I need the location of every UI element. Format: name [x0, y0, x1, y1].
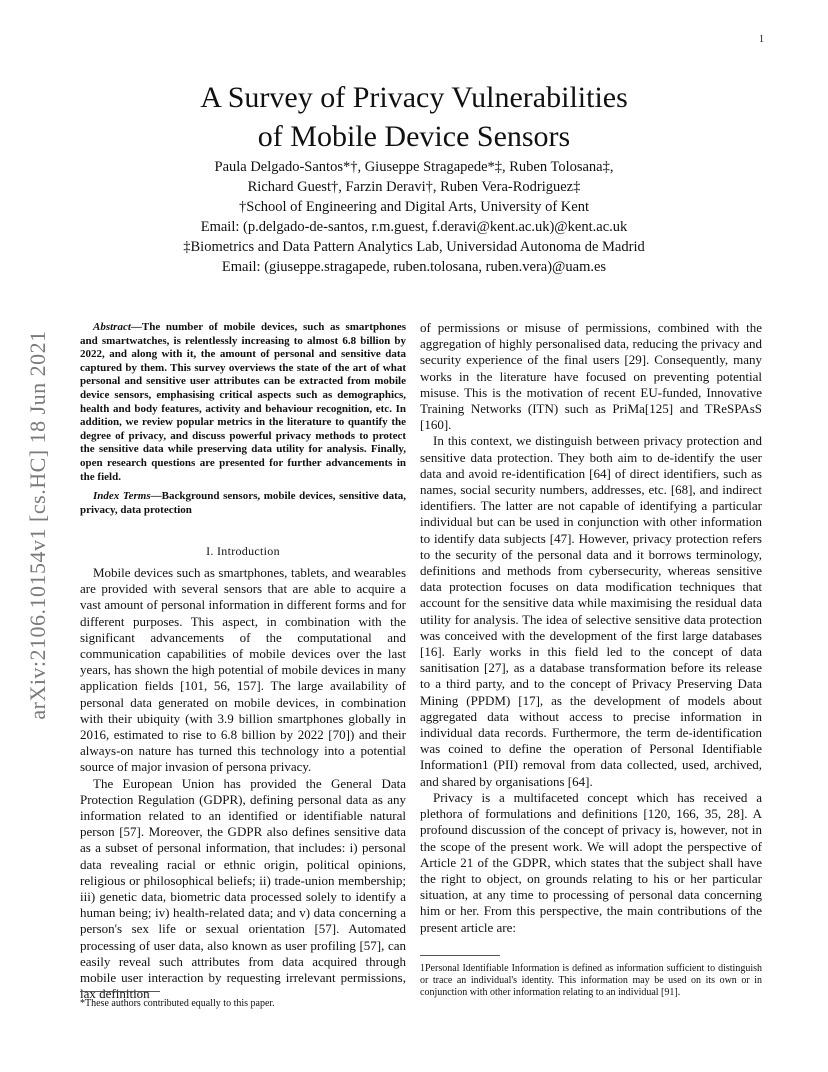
- affiliation-kent: †School of Engineering and Digital Arts, University of Kent: [239, 199, 589, 215]
- index-terms-label: Index Terms: [93, 490, 151, 502]
- right-paragraph-1: of permissions or misuse of permissions, combined with the aggregation of highly personalised data, reducing the privacy and security experience of the final users [29]. Consequently, many works in the literature have focused on preventing potential misuse. This is the motivation of recent EU-funded, Innovative Training Networks (ITN) such as PriMa[125] and TReSPAsS [160].: [420, 320, 762, 433]
- affiliation-uam: ‡Biometrics and Data Pattern Analytics Lab, Universidad Autonoma de Madrid: [183, 239, 645, 255]
- intro-paragraph-2: The European Union has provided the General Data Protection Regulation (GDPR), defining personal data as any information related to an identified or identifiable natural person [57]. Moreover, the GDPR also defines sensitive data as a subset of personal information, that includes: i) personal data revealing racial or ethnic origin, political opinions, religious or philosophical beliefs; ii) trade-union membership; iii) genetic data, biometric data processed solely to identify a human being; iv) health-related data; and v) data concerning a person's sex life or sexual orientation [57]. Automated processing of user data, also known as user profiling [57], can easily reveal such attributes from data acquired through mobile user interaction by requesting irrelevant permissions, lax definition: [80, 775, 406, 1002]
- intro-paragraph-1: Mobile devices such as smartphones, tablets, and wearables are provided with several sensors that are able to acquire a vast amount of personal information in different forms and for different purposes. This aspect, in combination with the significant advancements of the computational and communication capabilities of mobile devices over the last years, has shown the high potential of mobile devices in many application fields [101, 56, 157]. The large availability of personal data generated on mobile devices, in combination with their ubiquity (with 3.9 billion smartphones globally in 2016, estimated to rise to 6.8 billion by 2022 [70]) and their always-on nature has turned this technology into a potential source of major invasion of persona privacy.: [80, 565, 406, 775]
- footnote-pii: 1Personal Identifiable Information is defined as information sufficient to distinguish or trace an individual's identity. This information may be used on its own or in conjunction with other information relating to an individual [91].: [420, 963, 762, 998]
- email-kent: Email: (p.delgado-de-santos, r.m.guest, f.deravi@kent.ac.uk)@kent.ac.uk: [200, 219, 628, 235]
- abstract: [80, 321, 406, 484]
- right-paragraph-2: In this context, we distinguish between privacy protection and sensitive data protection. They both aim to de-identify the user data and avoid re-identification [64] of direct identifiers, such as names, social security numbers, addresses, etc. [68], and indirect identifiers. The latter are not capable of identifying a particular individual but can be used in conjunction with other information to identify data subjects [47]. However, privacy protection refers to the security of the personal data and it borrows terminology, definitions and methods from cybersecurity, whereas sensitive data protection focuses on data modification techniques that account for the sensitive data while maximising the residual data utility for analysis. The idea of selective sensitive data protection was conceived with the development of the first large databases [16]. Early works in this field led to the concept of data sanitisation [27], as a database transformation before its release to a third party, and to the concept of Privacy Preserving Data Mining (PPDM) [17], as the development of models about aggregated data without access to precise information in individual data records. Furthermore, the term de-identification was coined to define the operation of Personal Identifiable Information1 (PII) removal from data collected, used, archived, and shared by organisations [64].: [420, 433, 762, 789]
- arxiv-sidebar-stamp: [18, 290, 58, 760]
- left-column-body: [80, 565, 406, 1002]
- page-number: 1: [759, 34, 764, 45]
- authors-line-1: Paula Delgado-Santos*†, Giuseppe Stragapede*‡, Ruben Tolosana‡,: [214, 159, 614, 175]
- arxiv-id: arXiv:2106.10154v1 [cs.HC] 18 Jun 2021: [25, 330, 50, 720]
- authors-line-2: Richard Guest†, Farzin Deravi†, Ruben Vera-Rodriguez‡: [247, 179, 581, 195]
- footnote-rule-left: [80, 991, 160, 992]
- email-uam: Email: (giuseppe.stragapede, ruben.tolosana, ruben.vera)@uam.es: [221, 259, 607, 275]
- title-line-2: of Mobile Device Sensors: [257, 120, 571, 153]
- title-line-1: A Survey of Privacy Vulnerabilities: [200, 81, 628, 114]
- index-terms-text: —Background sensors, mobile devices, sensitive data, privacy, data protection: [80, 490, 406, 516]
- right-paragraph-3: Privacy is a multifaceted concept which has received a plethora of formulations and definitions [120, 166, 35, 28]. A profound discussion of the concept of privacy is, however, not in the scope of the present work. We will adopt the perspective of Article 21 of the GDPR, which states that the subject shall have the right to object, on grounds relating to his or her particular situation, at any time to processing of personal data concerning him or her. From this perspective, the main contributions of the present article are:: [420, 789, 762, 935]
- abstract-text: —The number of mobile devices, such as smartphones and smartwatches, is relentlessly increasing to almost 6.8 billion by 2022, and along with it, the amount of personal and sensitive data captured by them. This survey overviews the state of the art of what personal and sensitive user attributes can be extracted from mobile device sensors, emphasising critical aspects such as demographics, health and body features, activity and behaviour recognition, etc. In addition, we review popular metrics in the literature to quantify the degree of privacy, and discuss powerful privacy methods to protect the sensitive data while preserving data utility for analysis. Finally, open research questions are presented for further advancements in the field.: [80, 321, 406, 483]
- footnote-rule-right: [420, 955, 500, 956]
- abstract-label: Abstract: [93, 321, 131, 333]
- section-heading: I. Introduction: [206, 544, 280, 558]
- right-column-body: [420, 320, 762, 936]
- index-terms: [80, 490, 406, 517]
- author-block: [0, 157, 828, 277]
- paper-title: [0, 78, 828, 156]
- footnote-equal-contribution: *These authors contributed equally to this paper.: [80, 998, 275, 1009]
